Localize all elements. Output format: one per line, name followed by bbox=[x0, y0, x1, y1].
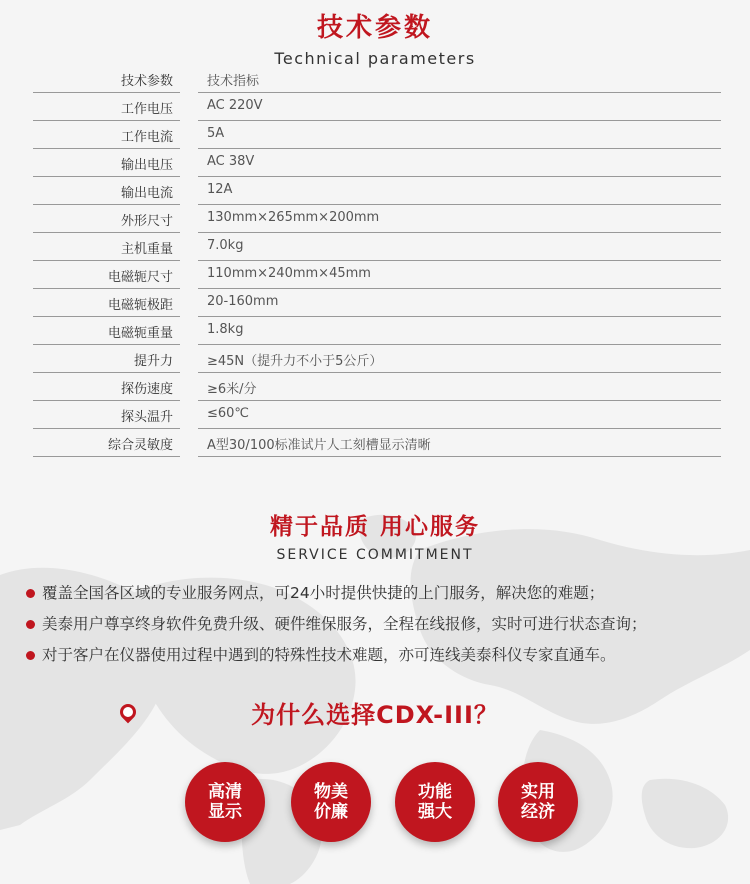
row-divider bbox=[33, 456, 180, 457]
service-title: 精于品质 用心服务 bbox=[269, 514, 480, 540]
spec-row bbox=[33, 121, 721, 149]
spec-key: 综合灵敏度 bbox=[107, 438, 173, 453]
bullet-dot-icon bbox=[26, 651, 35, 660]
spec-value: ≥45N（提升力不小于5公斤） bbox=[207, 354, 383, 369]
spec-header-value: 技术指标 bbox=[207, 74, 260, 89]
list-item-text: 对于客户在仪器使用过程中遇到的特殊性技术难题，亦可连线美泰科仪专家直通车。 bbox=[42, 646, 616, 664]
spec-key: 输出电压 bbox=[120, 158, 173, 173]
spec-row bbox=[33, 317, 721, 345]
spec-subtitle: Technical parameters bbox=[274, 49, 476, 68]
feature-badge bbox=[185, 762, 265, 842]
spec-row bbox=[33, 149, 721, 177]
spec-row bbox=[33, 345, 721, 373]
list-item bbox=[26, 640, 746, 671]
spec-row bbox=[33, 233, 721, 261]
service-section-header bbox=[0, 512, 750, 564]
spec-key: 电磁轭重量 bbox=[107, 326, 173, 341]
spec-key: 外形尺寸 bbox=[120, 214, 173, 229]
list-item-text: 美泰用户尊享终身软件免费升级、硬件维保服务，全程在线报修，实时可进行状态查询； bbox=[42, 615, 647, 633]
spec-value: A型30/100标准试片人工刻槽显示清晰 bbox=[207, 438, 431, 453]
spec-value: AC 38V bbox=[207, 154, 255, 169]
spec-value: 1.8kg bbox=[207, 322, 244, 337]
why-choose-title: 为什么选择CDX-III？ bbox=[251, 701, 499, 729]
spec-key: 电磁轭极距 bbox=[107, 298, 173, 313]
spec-key: 输出电流 bbox=[120, 186, 173, 201]
badge-line: 显示 bbox=[208, 802, 242, 822]
feature-badge bbox=[498, 762, 578, 842]
spec-value: 20-160mm bbox=[207, 294, 279, 309]
spec-title: 技术参数 bbox=[316, 13, 433, 43]
badge-line: 强大 bbox=[418, 802, 452, 822]
spec-key: 工作电流 bbox=[120, 130, 173, 145]
spec-row bbox=[33, 401, 721, 429]
spec-row bbox=[33, 373, 721, 401]
badge-line: 高清 bbox=[208, 782, 242, 802]
spec-key: 工作电压 bbox=[120, 102, 173, 117]
spec-row bbox=[33, 93, 721, 121]
spec-row bbox=[33, 177, 721, 205]
badge-line: 价廉 bbox=[314, 802, 348, 822]
badge-line: 功能 bbox=[418, 782, 452, 802]
spec-header-key: 技术参数 bbox=[120, 74, 173, 89]
spec-value: ≥6米/分 bbox=[207, 382, 257, 397]
spec-section-header bbox=[0, 10, 750, 70]
spec-key: 电磁轭尺寸 bbox=[107, 270, 173, 285]
spec-table bbox=[33, 65, 721, 457]
spec-value: 110mm×240mm×45mm bbox=[207, 266, 371, 281]
spec-value: 12A bbox=[207, 182, 233, 197]
service-subtitle: SERVICE COMMITMENT bbox=[276, 547, 474, 563]
feature-badge bbox=[395, 762, 475, 842]
spec-row bbox=[33, 261, 721, 289]
list-item bbox=[26, 578, 746, 609]
service-bullet-list bbox=[26, 578, 746, 671]
spec-header-row bbox=[33, 65, 721, 93]
spec-value: 7.0kg bbox=[207, 238, 244, 253]
list-item-text: 覆盖全国各区域的专业服务网点，可24小时提供快捷的上门服务，解决您的难题； bbox=[42, 584, 605, 602]
row-divider bbox=[198, 456, 721, 457]
spec-row bbox=[33, 429, 721, 457]
list-item bbox=[26, 609, 746, 640]
spec-key: 探伤速度 bbox=[120, 382, 173, 397]
badge-line: 经济 bbox=[521, 802, 555, 822]
bullet-dot-icon bbox=[26, 620, 35, 629]
spec-key: 主机重量 bbox=[120, 242, 173, 257]
spec-value: AC 220V bbox=[207, 98, 263, 113]
badge-line: 物美 bbox=[314, 782, 348, 802]
feature-badge bbox=[291, 762, 371, 842]
spec-key: 探头温升 bbox=[120, 410, 173, 425]
spec-value: ≤60℃ bbox=[207, 406, 250, 421]
spec-row bbox=[33, 205, 721, 233]
badge-line: 实用 bbox=[521, 782, 555, 802]
spec-value: 130mm×265mm×200mm bbox=[207, 210, 380, 225]
bullet-dot-icon bbox=[26, 589, 35, 598]
spec-value: 5A bbox=[207, 126, 225, 141]
spec-key: 提升力 bbox=[133, 354, 173, 369]
spec-row bbox=[33, 289, 721, 317]
